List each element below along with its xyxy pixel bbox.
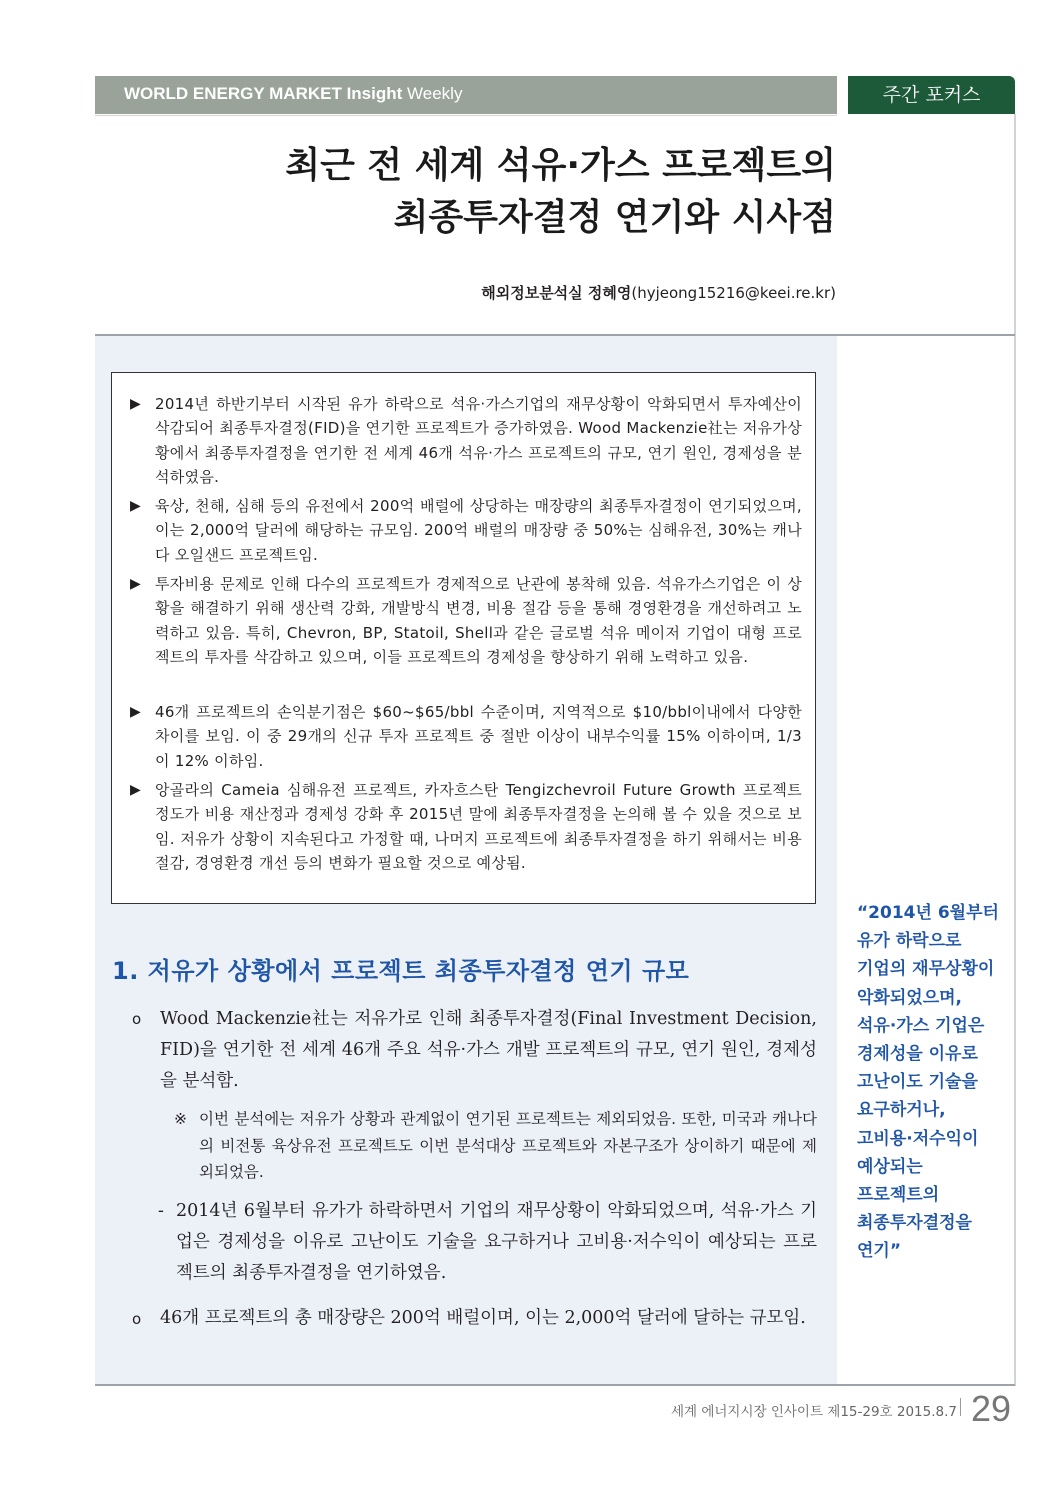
body-paragraph: Wood Mackenzie社는 저유가로 인해 최종투자결정(Final Investment Decision, FID)을 연기한 전 세계 46개 주요 석유·가스 개발 프로젝트의 규모, 연기 원인, 경제성을 분석함.	[160, 1009, 817, 1091]
summary-item	[130, 392, 802, 489]
note-text: 이번 분석에는 저유가 상황과 관계없이 연기된 프로젝트는 제외되었음. 또한, 미국과 캐나다의 비전통 육상유전 프로젝트도 이번 분석대상 프로젝트와 자본구조가 상이하기 때문에 제외되었음.	[199, 1110, 817, 1181]
summary-item-text: 2014년 하반기부터 시작된 유가 하락으로 석유·가스기업의 재무상황이 악화되면서 투자예산이 삭감되어 최종투자결정(FID)을 연기한 프로젝트가 증가하였음. Wood Mackenzie社는 저유가상황에서 최종투자결정을 연기한 전 세계 46개 석유·가스 프로젝트의 규모, 연기 원인, 경제성을 분석하였음.	[155, 395, 802, 486]
triangle-bullet-icon: ▶	[130, 782, 142, 798]
pull-quote-line: 요구하거나,	[857, 1100, 946, 1121]
pull-quote-line: 석유·가스 기업은	[857, 1015, 985, 1036]
pull-quote-line: “2014년 6월부터	[857, 903, 999, 923]
pull-quote-line: 악화되었으며,	[857, 987, 962, 1008]
footer-separator	[960, 1398, 961, 1416]
summary-item-text: 육상, 천해, 심해 등의 유전에서 200억 배럴에 상당하는 매장량의 최종투자결정이 연기되었으며, 이는 2,000억 달러에 해당하는 규모임. 200억 배럴의 매장량 중 50%는 심해유전, 30%는 캐나다 오일샌드 프로젝트임.	[155, 497, 802, 564]
series-title-bold: WORLD ENERGY MARKET Insight	[124, 84, 403, 103]
triangle-bullet-icon: ▶	[130, 704, 142, 720]
summary-item	[130, 700, 802, 773]
pull-quote-line: 유가 하락으로	[857, 931, 962, 952]
circle-bullet-icon: o	[132, 1310, 142, 1328]
summary-item-text: 앙골라의 Cameia 심해유전 프로젝트, 카자흐스탄 Tengizchevroil Future Growth 프로젝트 정도가 비용 재산정과 경제성 강화 후 2015년 말에 최종투자결정을 논의해 볼 수 있을 것으로 보임. 저유가 상황이 지속된다고 가정할 때, 나머지 프로젝트에 최종투자결정을 하기 위해서는 비용절감, 경영환경 개선 등의 변화가 필요할 것으로 예상됨.	[155, 781, 802, 872]
body-paragraph: 46개 프로젝트의 총 매장량은 200억 배럴이며, 이는 2,000억 달러에 달하는 규모임.	[160, 1308, 806, 1328]
circle-bullet-icon: o	[132, 1010, 142, 1028]
summary-item	[130, 572, 802, 669]
pull-quote-line: 프로젝트의	[857, 1185, 940, 1206]
series-title-weekly: Weekly	[407, 84, 463, 103]
triangle-bullet-icon: ▶	[130, 576, 142, 592]
summary-item	[130, 494, 802, 567]
pull-quote-line: 고난이도 기술을	[857, 1072, 978, 1093]
footer-publication: 세계 에너지시장 인사이트 제15-29호 2015.8.7	[670, 1404, 957, 1420]
summary-item	[130, 778, 802, 875]
pull-quote-line: 최종투자결정을	[857, 1213, 972, 1234]
pull-quote-line: 고비용·저수익이	[857, 1128, 979, 1149]
bottom-divider	[95, 1384, 1015, 1386]
pull-quote-line: 예상되는	[857, 1156, 923, 1177]
summary-item-text: 투자비용 문제로 인해 다수의 프로젝트가 경제적으로 난관에 봉착해 있음. 석유가스기업은 이 상황을 해결하기 위해 생산력 강화, 개발방식 변경, 비용 절감 등을 통해 경영환경을 개선하려고 노력하고 있음. 특히, Chevron, BP, Statoil, Shell과 같은 글로벌 석유 메이저 기업이 대형 프로젝트의 투자를 삭감하고 있으며, 이들 프로젝트의 경제성을 향상하기 위해 노력하고 있음.	[155, 575, 802, 666]
summary-box	[111, 372, 816, 904]
pull-quote-line: 연기”	[857, 1241, 902, 1262]
sidebar-rule	[1014, 114, 1016, 1386]
triangle-bullet-icon: ▶	[130, 498, 142, 514]
triangle-bullet-icon: ▶	[130, 396, 142, 412]
pull-quote-line: 경제성을 이유로	[857, 1044, 978, 1065]
summary-item-text: 46개 프로젝트의 손익분기점은 $60~$65/bbl 수준이며, 지역적으로 $10/bbl이내에서 다양한 차이를 보임. 이 중 29개의 신규 투자 프로젝트 중 절반 이상이 내부수익률 15% 이하이며, 1/3이 12% 이하임.	[155, 703, 802, 770]
article-title-line-1: 최근 전 세계 석유·가스 프로젝트의	[285, 145, 836, 186]
pull-quote	[857, 899, 1007, 1266]
header-underline	[95, 115, 837, 116]
section-heading: 1. 저유가 상황에서 프로젝트 최종투자결정 연기 규모	[112, 957, 690, 985]
dash-bullet-icon: -	[158, 1201, 164, 1221]
article-title	[285, 140, 836, 244]
page-number: 29	[971, 1388, 1012, 1429]
author-line	[481, 282, 836, 303]
section-tab: 주간 포커스	[848, 76, 1015, 114]
article-title-line-2: 최종투자결정 연기와 시사점	[393, 197, 836, 238]
author-name: 해외정보분석실 정혜영	[481, 284, 632, 302]
reference-mark-icon: ※	[174, 1110, 187, 1128]
sub-paragraph: 2014년 6월부터 유가가 하락하면서 기업의 재무상황이 악화되었으며, 석유·가스 기업은 경제성을 이유로 고난이도 기술을 요구하거나 고비용·저수익이 예상되는 프로젝트의 최종투자결정을 연기하였음.	[176, 1201, 817, 1283]
pull-quote-line: 기업의 재무상황이	[857, 959, 995, 980]
series-title	[124, 84, 462, 104]
author-email: (hyjeong15216@keei.re.kr)	[631, 284, 836, 302]
